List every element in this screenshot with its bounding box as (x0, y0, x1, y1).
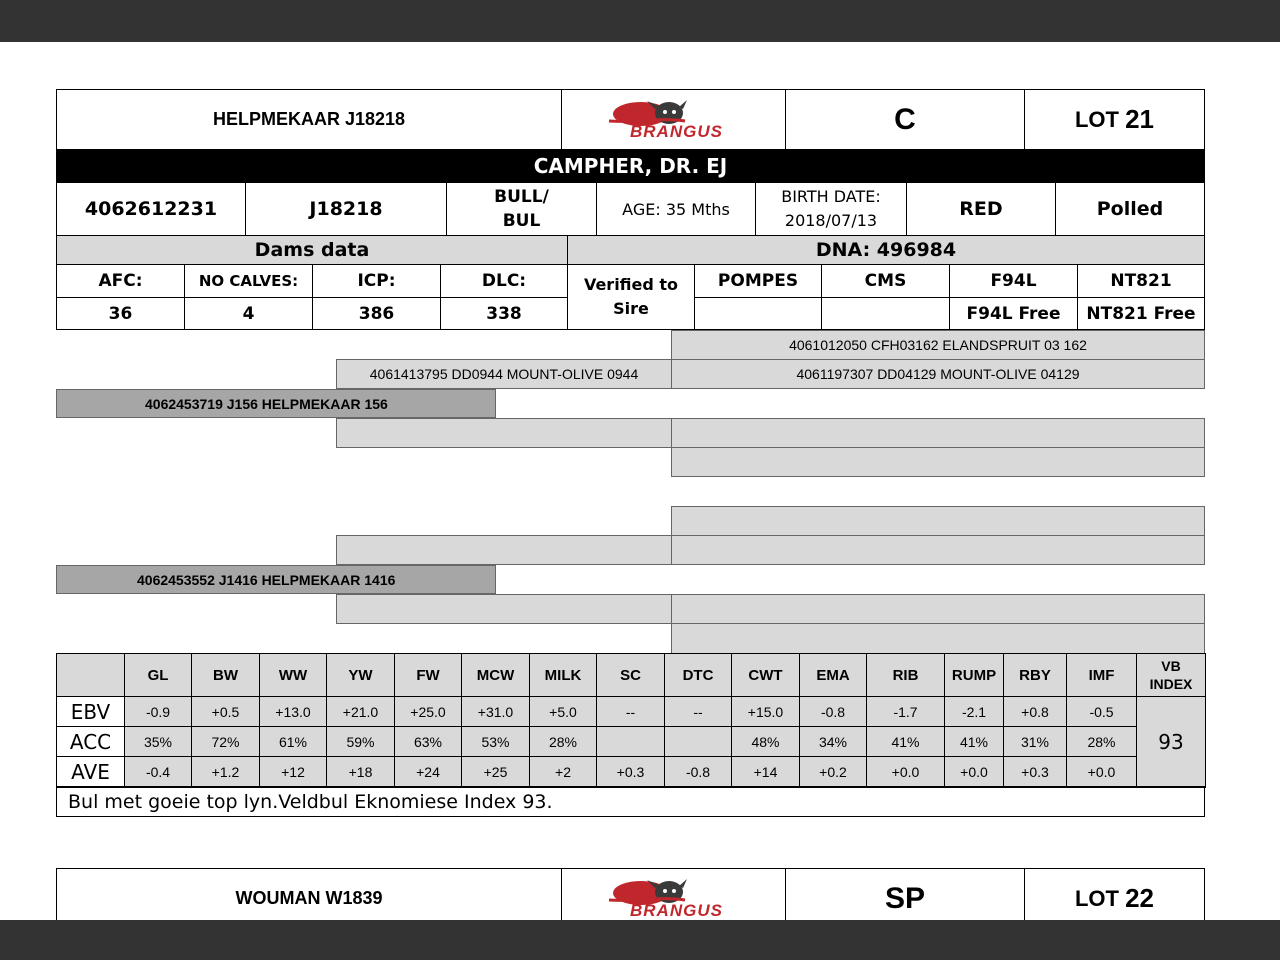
dams-value-afc-text: 36 (108, 303, 133, 324)
dna-verified-cell (567, 264, 695, 330)
ebv-cell-acc-yw-text: 59% (346, 733, 375, 750)
ebv-header-rump (944, 653, 1004, 697)
dams-value-dlc-text: 338 (486, 303, 522, 324)
dna-value-f94l (949, 297, 1078, 330)
ebv-header-rump-text: RUMP (951, 666, 997, 684)
grade-cell (785, 89, 1025, 150)
ebv-cell-ave-yw (326, 756, 395, 788)
dna-value-nt821 (1077, 297, 1205, 330)
ebv-cell-acc-rump (944, 726, 1004, 757)
pedigree-sire (56, 389, 496, 418)
ebv-cell-ebv-yw-text: +21.0 (342, 703, 379, 720)
ebv-header-gl-text: GL (147, 666, 169, 684)
ebv-cell-ebv-cwt (731, 696, 800, 727)
dams-value-dlc (440, 297, 568, 330)
ebv-cell-ebv-ww-text: +13.0 (275, 703, 311, 720)
ebv-cell-ave-sc-text: +0.3 (616, 764, 645, 780)
ebv-cell-ave-gl-text: -0.4 (145, 764, 171, 780)
dna-header-cms (821, 264, 950, 298)
ebv-cell-acc-fw-text: 63% (413, 733, 443, 750)
grade: C (894, 102, 916, 136)
vb-index-label-vb_label_line1: VB (1161, 658, 1181, 674)
pedigree-sire-text: 4062453719 J156 HELPMEKAAR 156 (145, 395, 388, 412)
pedigree-dam-text: 4062453552 J1416 HELPMEKAAR 1416 (137, 571, 396, 588)
ebv-cell-ave-bw-text: +1.2 (211, 764, 240, 780)
ebv-header-dtc (664, 653, 732, 697)
dams-value-afc (56, 297, 185, 330)
ebv-cell-ebv-cwt-text: +15.0 (747, 703, 784, 720)
ebv-cell-acc-gl-text: 35% (143, 733, 173, 750)
ebv-cell-ave-sc (596, 756, 665, 788)
id-number: 4062612231 (84, 198, 218, 220)
ebv-cell-ebv-imf (1066, 696, 1137, 727)
ebv-header-ema (799, 653, 867, 697)
pedigree-dam-dam-dam (671, 623, 1205, 654)
next-grade: SP (884, 881, 926, 915)
age-cell (596, 182, 756, 236)
ebv-cell-ebv-gl (124, 696, 192, 727)
ebv-cell-ebv-mcw (461, 696, 530, 727)
ebv-cell-ave-rib-text: +0.0 (891, 764, 920, 780)
sex-line1: BULL/ (494, 187, 549, 207)
pedigree-sire-sire-dam-text: 4061197307 DD04129 MOUNT-OLIVE 04129 (796, 366, 1080, 382)
ebv-header-ww-text: WW (278, 666, 308, 684)
ebv-row-label-ave (56, 756, 125, 788)
dna-header-pompes (694, 264, 822, 298)
ebv-header-gl (124, 653, 192, 697)
dna-value-f94l-text: F94L Free (966, 303, 1061, 324)
ebv-row-label-acc-text: ACC (69, 729, 112, 754)
ebv-cell-acc-bw (191, 726, 260, 757)
ebv-cell-acc-fw (394, 726, 462, 757)
ebv-cell-ebv-fw-text: +25.0 (410, 703, 446, 720)
pedigree-sire-dam-sire (671, 418, 1205, 448)
ebv-header-yw (326, 653, 395, 697)
ebv-cell-ave-rump-text: +0.0 (960, 764, 988, 780)
lot-number: 21 (1125, 104, 1155, 134)
pedigree-sire-sire (336, 359, 672, 389)
ebv-cell-ebv-milk-text: +5.0 (549, 703, 577, 720)
ebv-cell-ave-rby-text: +0.3 (1021, 764, 1049, 780)
ebv-header-imf-text: IMF (1088, 666, 1115, 684)
horn-status: Polled (1096, 198, 1164, 220)
ebv-header-ema-text: EMA (816, 666, 850, 684)
animal-color: RED (959, 198, 1003, 220)
pedigree-dam (56, 565, 496, 594)
dna-value-nt821-text: NT821 Free (1086, 303, 1196, 324)
ebv-cell-acc-milk-text: 28% (548, 733, 578, 750)
ebv-cell-ebv-sc-text: -- (625, 703, 636, 720)
ebv-cell-ave-ww-text: +12 (281, 764, 305, 780)
dna-header-nt821-text: NT821 (1110, 271, 1172, 291)
ebv-cell-ave-imf-text: +0.0 (1087, 764, 1116, 780)
ebv-cell-ave-gl (124, 756, 192, 788)
ebv-header-rby (1003, 653, 1067, 697)
ebv-cell-ebv-rby (1003, 696, 1067, 727)
ebv-cell-acc-rby-text: 31% (1020, 733, 1050, 750)
ebv-cell-acc-imf (1066, 726, 1137, 757)
ebv-header-rby-text: RBY (1019, 666, 1051, 684)
ebv-cell-acc-cwt-text: 48% (751, 733, 780, 750)
ebv-cell-ebv-bw (191, 696, 260, 727)
ebv-cell-ebv-rump (944, 696, 1004, 727)
ebv-header-yw-text: YW (348, 666, 373, 684)
comment-text: Bul met goeie top lyn.Veldbul Eknomiese Index 93. (68, 790, 553, 813)
color-cell (906, 182, 1056, 236)
ebv-cell-ebv-yw (326, 696, 395, 727)
dna-value-pompes (694, 297, 822, 330)
vb-index-value (1136, 696, 1206, 788)
ebv-header-vb-index (1136, 653, 1206, 697)
ebv-cell-ebv-imf-text: -0.5 (1089, 703, 1114, 720)
ebv-row-label-acc (56, 726, 125, 757)
ebv-row-label-ebv (56, 696, 125, 727)
ebv-cell-acc-sc (596, 726, 665, 757)
brangus-logo (561, 89, 786, 150)
horn-cell (1055, 182, 1205, 236)
ebv-cell-ave-mcw (461, 756, 530, 788)
dna-title-text: DNA: 496984 (815, 239, 957, 261)
ebv-cell-acc-yw (326, 726, 395, 757)
dams-value-no-calves (184, 297, 313, 330)
pedigree-sire-sire-sire (671, 330, 1205, 360)
ebv-cell-ave-ema (799, 756, 867, 788)
ebv-cell-acc-ema-text: 34% (818, 733, 848, 750)
ebv-cell-ebv-bw-text: +0.5 (211, 703, 240, 720)
ebv-header-ww (259, 653, 327, 697)
ebv-cell-ebv-mcw-text: +31.0 (477, 703, 514, 720)
ebv-cell-ave-fw (394, 756, 462, 788)
next-lot-number: 22 (1125, 883, 1155, 913)
ebv-header-fw (394, 653, 462, 697)
ebv-header-rib-text: RIB (892, 666, 919, 684)
ebv-header-milk-text: MILK (544, 666, 582, 684)
ebv-cell-ave-dtc (664, 756, 732, 788)
ebv-cell-ebv-ema-text: -0.8 (820, 703, 846, 720)
next-logo-text: BRANGUS (630, 901, 723, 920)
birth-date-cell (755, 182, 907, 236)
ebv-cell-ebv-rby-text: +0.8 (1021, 703, 1049, 720)
ebv-cell-acc-mcw-text: 53% (481, 733, 510, 750)
dna-header-f94l-text: F94L (990, 271, 1037, 291)
dna-header-nt821 (1077, 264, 1205, 298)
ebv-cell-acc-imf-text: 28% (1087, 733, 1116, 750)
ebv-cell-ave-cwt (731, 756, 800, 788)
pedigree-sire-sire-dam (671, 359, 1205, 389)
next-lot-label: LOT (1074, 885, 1126, 911)
ebv-cell-acc-rump-text: 41% (959, 733, 989, 750)
ebv-cell-acc-dtc (664, 726, 732, 757)
ebv-cell-ave-milk-text: +2 (555, 764, 571, 780)
pedigree-dam-sire (336, 535, 672, 565)
ebv-cell-ebv-dtc (664, 696, 732, 727)
dams-data-title (56, 235, 568, 265)
ebv-cell-ebv-ema (799, 696, 867, 727)
dams-header-dlc-text: DLC: (481, 271, 527, 291)
ebv-cell-ave-rby (1003, 756, 1067, 788)
dna-verified-line1: Verified to (583, 275, 679, 294)
vb-index-value-text: 93 (1158, 730, 1184, 754)
dams-header-dlc (440, 264, 568, 298)
ebv-cell-ebv-milk (529, 696, 597, 727)
pedigree-dam-sire-sire (671, 506, 1205, 536)
age: AGE: 35 Mths (622, 199, 730, 219)
ebv-header-cwt (731, 653, 800, 697)
pedigree-dam-dam (336, 594, 672, 624)
ebv-header-mcw-text: MCW (476, 666, 515, 684)
ebv-cell-ebv-gl-text: -0.9 (145, 703, 171, 720)
ebv-header-rib (866, 653, 945, 697)
ebv-cell-ave-cwt-text: +14 (753, 764, 778, 780)
ebv-header-sc (596, 653, 665, 697)
id-number-cell (56, 182, 246, 236)
ebv-cell-ave-yw-text: +18 (348, 764, 373, 780)
dams-value-icp (312, 297, 441, 330)
ebv-cell-ave-rump (944, 756, 1004, 788)
pedigree-dam-dam-sire (671, 594, 1205, 624)
ebv-cell-acc-ema (799, 726, 867, 757)
viewer-bottom-bar (0, 920, 1280, 960)
ebv-cell-ebv-fw (394, 696, 462, 727)
animal-name: HELPMEKAAR J18218 (212, 109, 406, 129)
ebv-cell-ebv-rump-text: -2.1 (961, 703, 987, 720)
dna-header-f94l (949, 264, 1078, 298)
ebv-table (56, 653, 1205, 787)
pedigree-sire-sire-text: 4061413795 DD0944 MOUNT-OLIVE 0944 (369, 366, 639, 382)
dams-header-afc (56, 264, 185, 298)
ebv-cell-ave-fw-text: +24 (416, 764, 440, 780)
birth-date: 2018/07/13 (784, 211, 878, 230)
ebv-cell-acc-ww-text: 61% (278, 733, 308, 750)
dams-header-no-calves (184, 264, 313, 298)
ebv-cell-acc-ww (259, 726, 327, 757)
ebv-cell-ave-bw (191, 756, 260, 788)
ebv-cell-acc-mcw (461, 726, 530, 757)
next-animal-name: WOUMAN W1839 (235, 888, 383, 908)
pedigree-sire-dam (336, 418, 672, 448)
lot-label: LOT (1074, 106, 1126, 132)
dna-verified-line2: Sire (613, 299, 649, 318)
dna-header-pompes-text: POMPES (717, 271, 799, 291)
ebv-row-label-ebv-text: EBV (70, 699, 111, 724)
dna-title (567, 235, 1205, 265)
ebv-cell-acc-cwt (731, 726, 800, 757)
viewer-top-bar (0, 0, 1280, 42)
ebv-cell-ebv-ww (259, 696, 327, 727)
ebv-cell-ebv-rib-text: -1.7 (893, 703, 918, 720)
dams-data-title-text: Dams data (254, 239, 370, 261)
dna-header-cms-text: CMS (864, 271, 907, 291)
ebv-cell-ave-imf (1066, 756, 1137, 788)
dams-header-afc-text: AFC: (98, 271, 143, 291)
ebv-header-mcw (461, 653, 530, 697)
sex-cell (446, 182, 597, 236)
ebv-header-bw (191, 653, 260, 697)
ebv-cell-ebv-dtc-text: -- (693, 703, 703, 720)
ebv-cell-acc-milk (529, 726, 597, 757)
sex-line2: BUL (502, 211, 541, 231)
code-cell (245, 182, 447, 236)
ebv-row-label-ave-text: AVE (71, 760, 110, 784)
pedigree-sire-dam-dam (671, 447, 1205, 477)
dams-value-icp-text: 386 (358, 303, 395, 324)
owner-bar (56, 149, 1205, 183)
ebv-cell-ave-milk (529, 756, 597, 788)
dams-header-no-calves-text: NO CALVES: (198, 272, 299, 290)
ebv-header-corner (56, 653, 125, 697)
ebv-cell-ave-dtc-text: -0.8 (685, 764, 711, 780)
animal-name-cell (56, 89, 562, 150)
birth-date-label: BIRTH DATE: (781, 187, 881, 206)
pedigree-sire-sire-sire-text: 4061012050 CFH03162 ELANDSPRUIT 03 162 (789, 337, 1087, 353)
ebv-header-imf (1066, 653, 1137, 697)
ebv-cell-ebv-rib (866, 696, 945, 727)
ebv-header-dtc-text: DTC (682, 666, 714, 684)
ebv-header-fw-text: FW (416, 666, 440, 684)
ebv-cell-acc-gl (124, 726, 192, 757)
logo-text: BRANGUS (630, 122, 723, 141)
ebv-cell-acc-rib-text: 41% (891, 733, 920, 750)
ebv-cell-ebv-sc (596, 696, 665, 727)
pedigree-dam-sire-dam (671, 535, 1205, 565)
dams-value-no-calves-text: 4 (242, 303, 255, 324)
ebv-cell-ave-ww (259, 756, 327, 788)
dams-header-icp-text: ICP: (357, 271, 396, 291)
animal-code: J18218 (309, 198, 383, 220)
ebv-cell-acc-rby (1003, 726, 1067, 757)
ebv-cell-ave-mcw-text: +25 (483, 764, 508, 780)
vb-index-label-vb_label_line2: INDEX (1149, 676, 1193, 692)
ebv-cell-acc-bw-text: 72% (211, 733, 240, 750)
ebv-cell-ave-rib (866, 756, 945, 788)
ebv-header-bw-text: BW (213, 666, 238, 684)
ebv-cell-acc-rib (866, 726, 945, 757)
dna-value-cms (821, 297, 950, 330)
lot-cell (1024, 89, 1205, 150)
owner-name: CAMPHER, DR. EJ (533, 154, 728, 178)
ebv-header-cwt-text: CWT (748, 666, 783, 684)
dams-header-icp (312, 264, 441, 298)
ebv-header-milk (529, 653, 597, 697)
comment-cell (56, 786, 1205, 817)
ebv-cell-ave-ema-text: +0.2 (819, 764, 847, 780)
ebv-header-sc-text: SC (620, 666, 641, 684)
